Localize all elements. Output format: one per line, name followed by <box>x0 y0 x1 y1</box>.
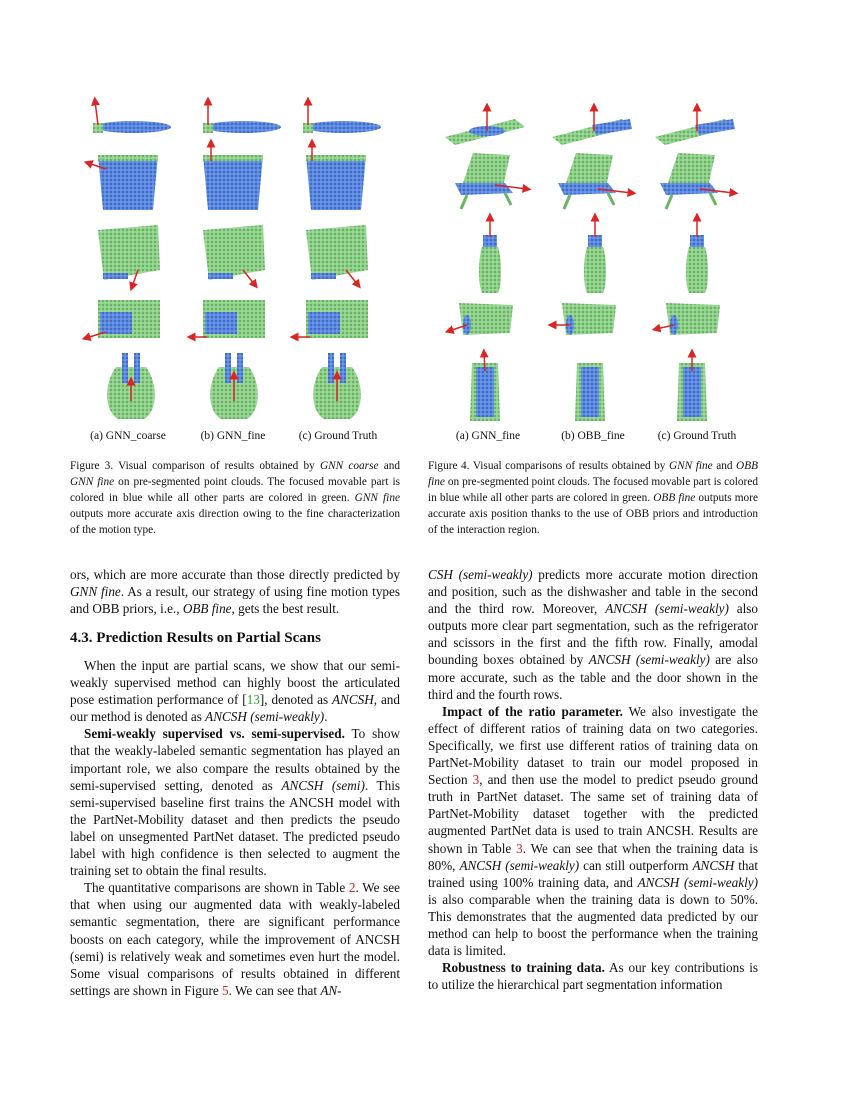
right-column-body <box>428 566 758 993</box>
text: can still outperform <box>579 857 693 873</box>
fig4-caption-italic: OBB fine <box>428 460 758 488</box>
fig3-caption-italic: GNN fine <box>70 476 115 488</box>
fig4-caption-prefix: Figure 4. <box>428 460 470 472</box>
fig4-row1 <box>445 107 735 145</box>
italic-text: ANCSH (semi) <box>281 777 365 793</box>
italic-text: OBB fine <box>182 601 232 617</box>
paragraph <box>428 959 758 993</box>
fig4-sublabel-a: (a) GNN_fine <box>455 430 521 442</box>
table-link[interactable]: 2 <box>348 880 356 896</box>
fig4-caption-text: Visual comparisons of results obtained by <box>469 460 669 472</box>
text: that trained using 100% training data, and <box>428 857 758 890</box>
figure-3 <box>78 95 388 425</box>
text: are also more accurate, such as the table and the door shown in the third and the fourth rows. <box>428 652 758 702</box>
paragraph <box>428 566 758 703</box>
paragraph <box>70 657 400 725</box>
text: We also investigate the effect of different ratios of training data on two categories. Specifically, we first use different ratios of training data on PartNet-Mobility dataset to train our model proposed in Section <box>428 703 758 788</box>
paragraph-heading: Robustness to training data. <box>442 960 605 976</box>
fig4-caption-italic: OBB fine <box>653 492 696 504</box>
fig3-sublabel-a: (a) GNN_coarse <box>90 430 166 442</box>
text: predicts more accurate motion direction and position, such as the dishwasher and table in the second and the third row. Moreover, <box>428 567 758 617</box>
text: When the input are partial scans, we show that our semi-weakly supervised method can highly boost the articulated pose estimation performance of [ <box>70 658 400 708</box>
fig3-row3 <box>98 225 368 287</box>
section-link[interactable]: 3 <box>472 772 480 788</box>
text: To show that the weakly-labeled semantic segmentation has played an important role, we also compare the results obtained by the semi-supervised setting, denoted as <box>70 726 400 793</box>
citation-link[interactable]: 13 <box>246 692 260 708</box>
fig3-caption-text: Visual comparison of results obtained by <box>113 460 320 472</box>
fig4-caption-text: outputs more accurate axis position thanks to the use of OBB priors and introduction of the interaction region. <box>428 492 758 536</box>
fig3-caption-italic: GNN fine <box>354 492 400 504</box>
fig4-row2 <box>455 153 734 209</box>
figure-3-point-clouds <box>78 95 388 425</box>
italic-text: ANCSH (semi-weakly) <box>459 857 580 873</box>
paragraph <box>428 703 758 959</box>
text: The quantitative comparisons are shown in Table <box>84 880 349 896</box>
left-column-top-paragraph <box>70 566 400 617</box>
fig4-caption-text: and <box>712 460 737 472</box>
text: As our key contributions is to utilize the hierarchical part segmentation information <box>428 960 758 993</box>
fig4-caption-text: on pre-segmented point clouds. The focused movable part is colored in blue while all other parts are colored in green. <box>428 476 758 504</box>
fig3-sublabel-c: (c) Ground Truth <box>298 430 378 442</box>
fig4-caption-italic: GNN fine <box>668 460 713 472</box>
paragraph <box>70 566 400 617</box>
italic-text: ANCSH <box>692 857 735 873</box>
italic-text: ANCSH (semi-weakly) <box>205 709 325 725</box>
left-column-body <box>70 657 400 999</box>
table-link[interactable]: 3 <box>516 840 523 856</box>
fig3-caption-text: and <box>378 460 401 472</box>
fig3-caption-prefix: Figure 3. <box>70 460 114 472</box>
text: . This semi-supervised baseline first trains the ANCSH model with the PartNet-Mobility dataset and then predicts the pseudo label on unsegmented PartNet dataset. The predicted pseudo label with high confidence is then selected to augment the training set to obtain the final results. <box>70 777 400 879</box>
paragraph <box>70 725 400 879</box>
fig3-caption-text: on pre-segmented point clouds. The focused movable part is colored in blue while all other parts are colored in green. <box>70 476 400 504</box>
text: , and our method is denoted as <box>70 692 400 725</box>
text: , gets the best result. <box>231 601 340 617</box>
text: . We can see that when the training data is 80%, <box>428 840 759 873</box>
fig3-row1 <box>93 101 381 133</box>
fig4-sublabel-c: (c) Ground Truth <box>657 430 737 442</box>
figure-3-caption <box>70 458 400 538</box>
text: , and then use the model to predict pseudo ground truth in PartNet dataset. The same set of training data of PartNet-Mobility dataset together with the predicted augmented PartNet data is used to train ANCSH. Results are shown in Table <box>428 772 758 856</box>
section-title: 4.3. Prediction Results on Partial Scans <box>70 630 321 646</box>
figure-link[interactable]: 5 <box>222 982 229 998</box>
text: . <box>324 709 328 725</box>
fig3-caption-italic: GNN coarse <box>319 460 379 472</box>
paragraph <box>70 879 400 999</box>
text: is also comparable when the training data is down to 50%. This demonstrates that the augmented data predicted by our method can help to boost the performance when the training data is limited. <box>428 891 758 959</box>
text: also outputs more clear part segmentation, such as the refrigerator and scissors in the first and the fifth row. Finally, amodal bounding boxes obtained by <box>428 601 758 668</box>
figure-4-point-clouds <box>440 95 750 425</box>
italic-text: GNN fine <box>70 584 121 600</box>
text: . We can see that <box>228 982 321 998</box>
italic-text: ANCSH (semi-weakly) <box>588 652 710 668</box>
text: . As a result, our strategy of using fine motion types and OBB priors, i.e., <box>70 584 401 617</box>
fig4-row4 <box>449 303 720 335</box>
fig3-row5 <box>107 353 361 419</box>
figure-4-caption <box>428 458 758 538</box>
fig4-sublabel-b: (b) OBB_fine <box>561 430 625 442</box>
fig3-caption-text: outputs more accurate axis direction owing to the fine characterization of the motion type. <box>70 508 400 536</box>
italic-text: ANCSH <box>332 692 374 708</box>
fig4-row5 <box>470 353 707 421</box>
italic-text: CSH (semi-weakly) <box>428 567 533 582</box>
paragraph-heading: Impact of the ratio parameter. <box>442 703 623 719</box>
italic-text: AN- <box>320 982 342 998</box>
text: ], denoted as <box>259 692 332 708</box>
paragraph-heading: Semi-weakly supervised vs. semi-supervised. <box>84 726 345 742</box>
fig3-row4 <box>86 300 368 338</box>
fig3-row2 <box>88 143 366 210</box>
text: ors, which are more accurate than those directly predicted by <box>70 567 400 582</box>
fig3-sublabel-b: (b) GNN_fine <box>200 430 266 442</box>
figure-4 <box>440 95 750 425</box>
italic-text: ANCSH (semi-weakly) <box>637 874 759 890</box>
fig4-row3 <box>479 217 708 293</box>
text: . We see that when using our augmented data with weakly-labeled semantic segmentation, there are significant performance boosts on each category, while the improvement of ANCSH (semi) is relatively weak and sometimes even hurt the model. Some visual comparisons of results obtained in different settings are shown in Figure <box>70 880 400 998</box>
italic-text: ANCSH (semi-weakly) <box>605 601 729 617</box>
